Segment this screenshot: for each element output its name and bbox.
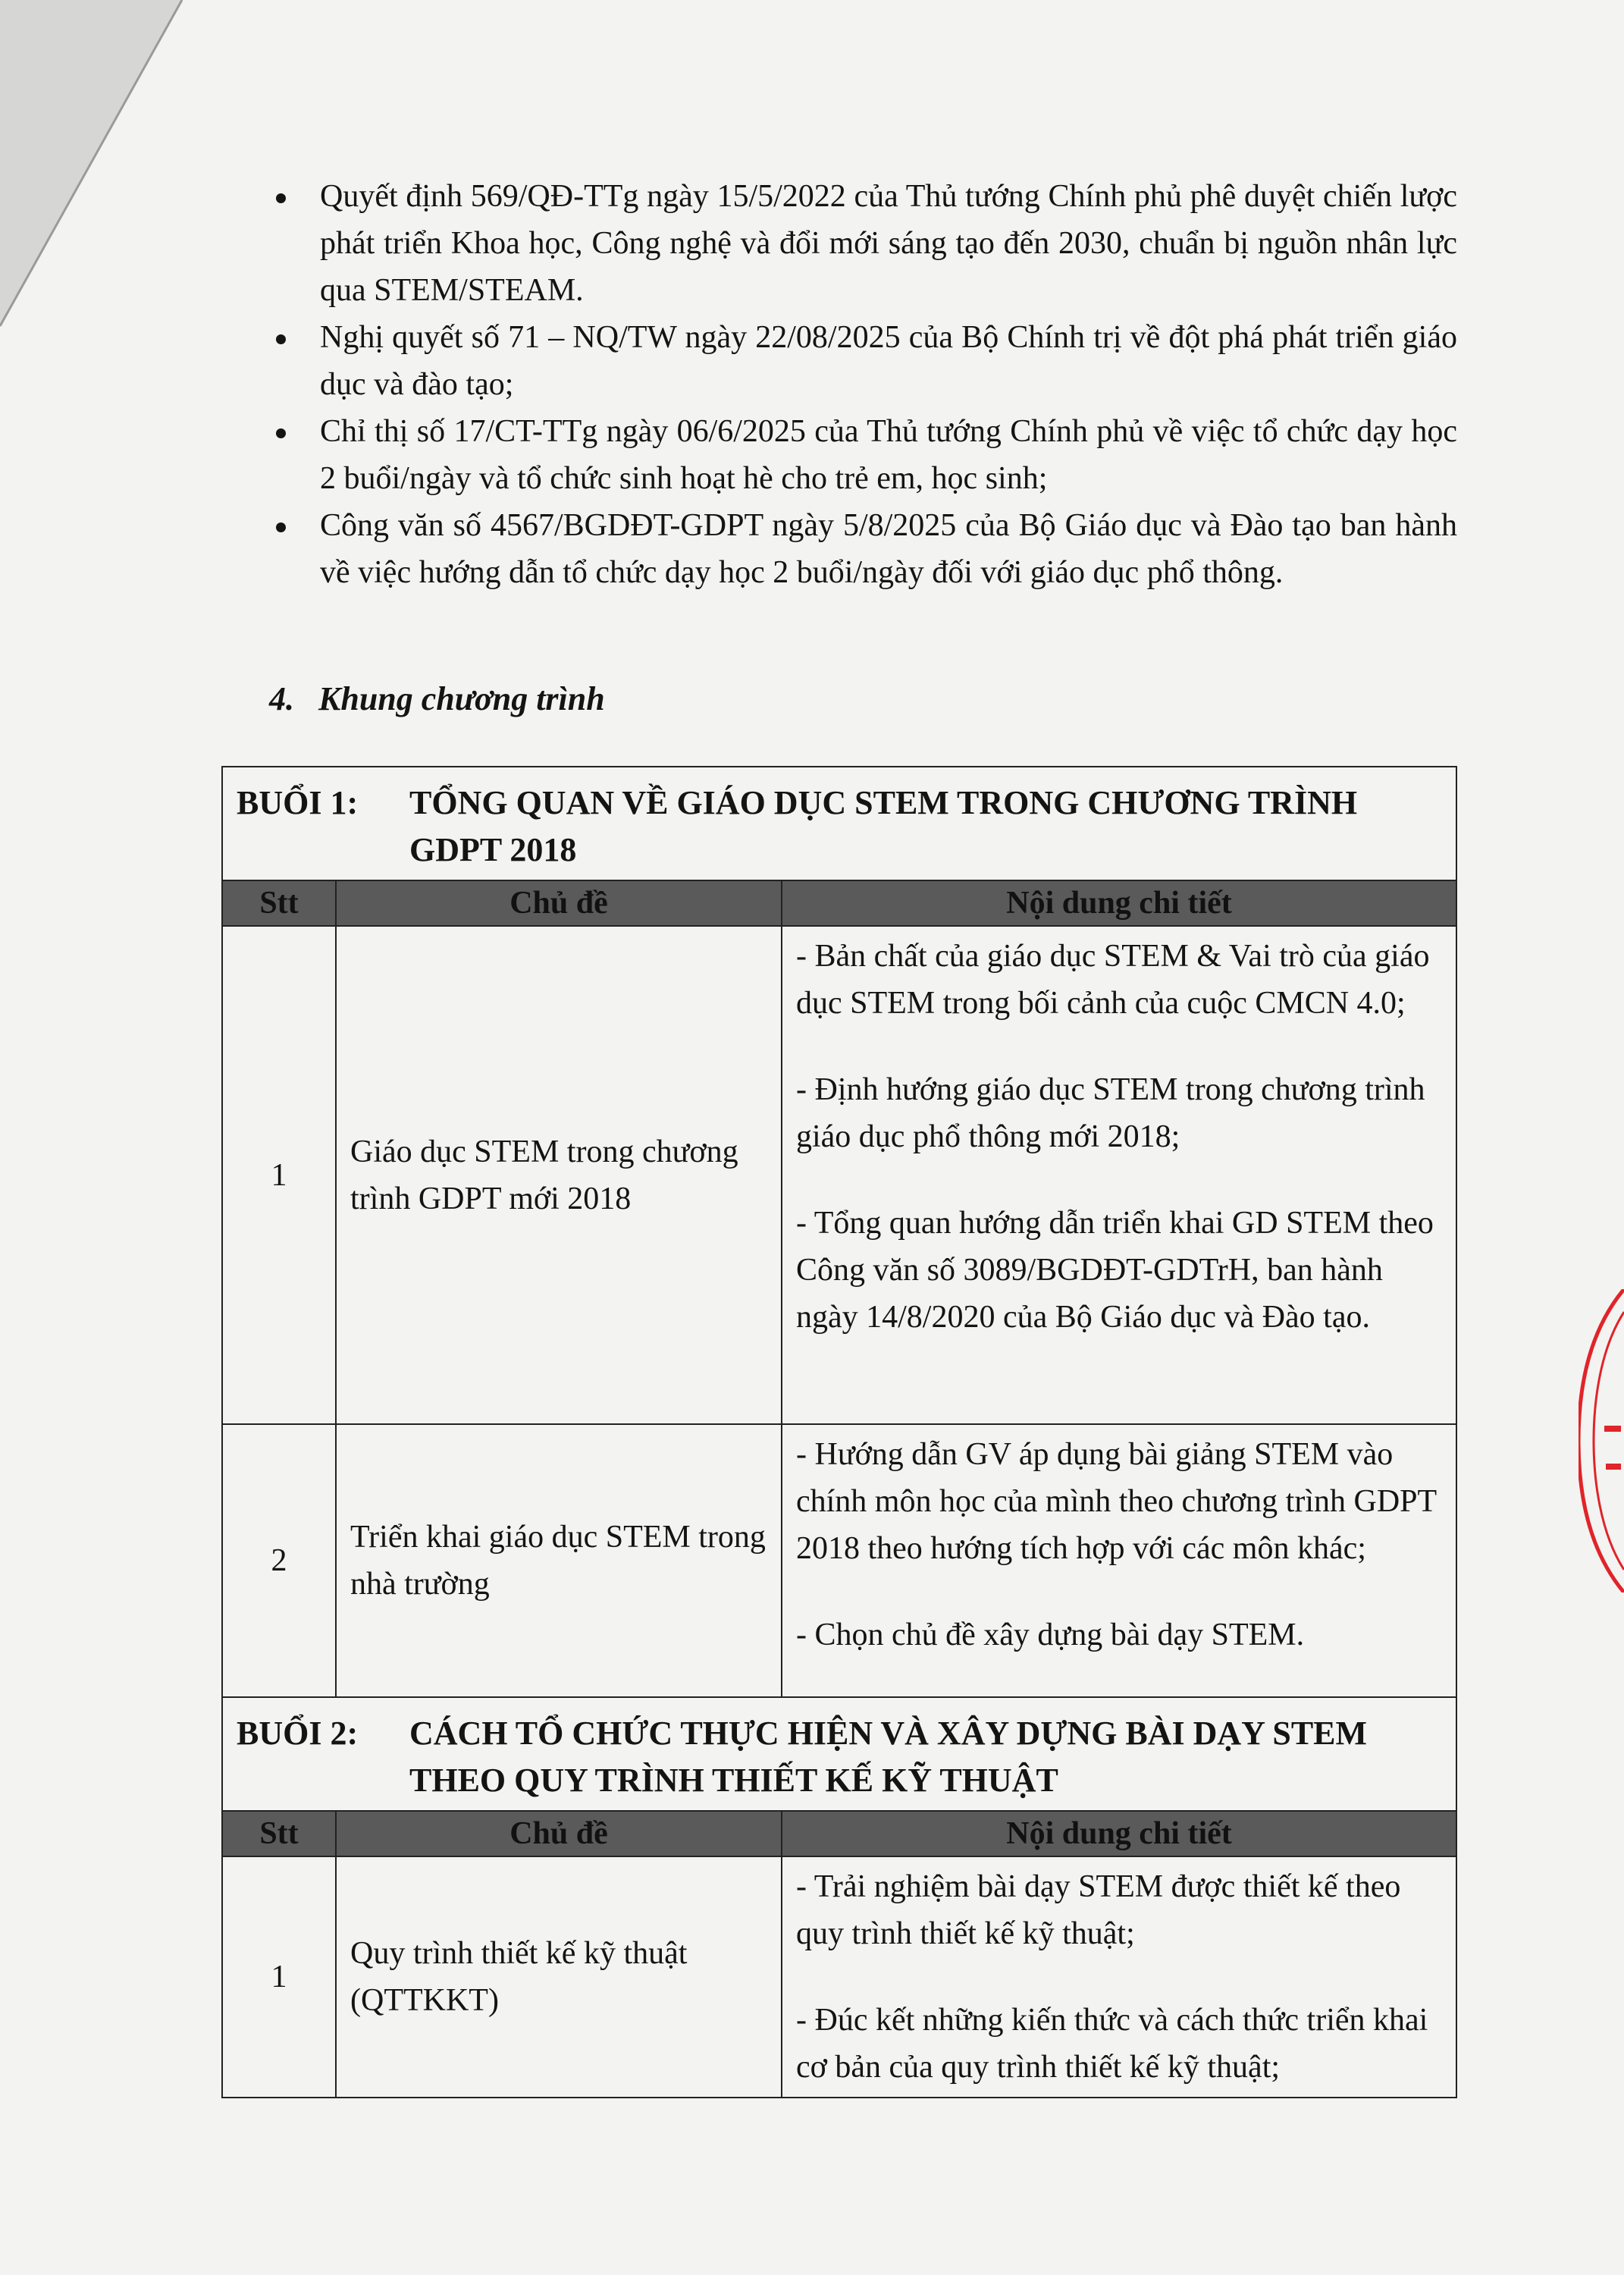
row-stt: 1 <box>222 926 336 1424</box>
legal-basis-list <box>274 173 1457 596</box>
row-stt: 2 <box>222 1424 336 1697</box>
header-detail: Nội dung chi tiết <box>782 880 1456 926</box>
row-stt: 1 <box>222 1856 336 2098</box>
row-topic: Triển khai giáo dục STEM trong nhà trường <box>336 1424 782 1697</box>
table-row <box>222 1424 1456 1697</box>
bullet-dot <box>276 334 286 344</box>
section-title: Khung chương trình <box>318 680 605 717</box>
header-topic: Chủ đề <box>336 1811 782 1856</box>
red-stamp-partial <box>1579 1289 1624 1592</box>
row-topic: Giáo dục STEM trong chương trình GDPT mới 2018 <box>336 926 782 1424</box>
header-stt: Stt <box>222 880 336 926</box>
section-heading <box>269 679 605 718</box>
bullet-dot <box>276 193 286 203</box>
header-topic: Chủ đề <box>336 880 782 926</box>
list-item: Quyết định 569/QĐ-TTg ngày 15/5/2022 của Thủ tướng Chính phủ phê duyệt chiến lược phát triển Khoa học, Công nghệ và đổi mới sáng tạo đến 2030, chuẩn bị nguồn nhân lực qua STEM/STEAM. <box>274 173 1457 314</box>
list-item: Nghị quyết số 71 – NQ/TW ngày 22/08/2025 của Bộ Chính trị về đột phá phát triển giáo dục và đào tạo; <box>274 314 1457 408</box>
table-header-row <box>222 880 1456 926</box>
row-topic: Quy trình thiết kế kỹ thuật (QTTKKT) <box>336 1856 782 2098</box>
header-stt: Stt <box>222 1811 336 1856</box>
row-detail: - Bản chất của giáo dục STEM & Vai trò của giáo dục STEM trong bối cảnh của cuộc CMCN 4.0; - Định hướng giáo dục STEM trong chương trình giáo dục phổ thông mới 2018; - Tổng quan hướng dẫn triển khai GD STEM theo Công văn số 3089/BGDĐT-GDTrH, ban hành ngày 14/8/2020 của Bộ Giáo dục và Đào tạo. <box>782 926 1456 1424</box>
session-label: BUỔI 1: <box>237 784 359 821</box>
row-detail: - Hướng dẫn GV áp dụng bài giảng STEM vào chính môn học của mình theo chương trình GDPT 2018 theo hướng tích hợp với các môn khác; - Chọn chủ đề xây dựng bài dạy STEM. <box>782 1424 1456 1697</box>
session-title: CÁCH TỔ CHỨC THỰC HIỆN VÀ XÂY DỰNG BÀI DẠY STEM THEO QUY TRÌNH THIẾT KẾ KỸ THUẬT <box>409 1715 1368 1799</box>
bullet-dot <box>276 428 286 438</box>
row-detail: - Trải nghiệm bài dạy STEM được thiết kế theo quy trình thiết kế kỹ thuật; - Đúc kết những kiến thức và cách thức triển khai cơ bản của quy trình thiết kế kỹ thuật; <box>782 1856 1456 2098</box>
program-table <box>221 766 1457 2098</box>
bullet-dot <box>276 522 286 532</box>
session-row <box>222 767 1456 880</box>
table-header-row <box>222 1811 1456 1856</box>
section-number: 4. <box>269 680 294 717</box>
list-item: Chỉ thị số 17/CT-TTg ngày 06/6/2025 của Thủ tướng Chính phủ về việc tổ chức dạy học 2 buổi/ngày và tổ chức sinh hoạt hè cho trẻ em, học sinh; <box>274 408 1457 502</box>
header-detail: Nội dung chi tiết <box>782 1811 1456 1856</box>
table-row <box>222 926 1456 1424</box>
list-item: Công văn số 4567/BGDĐT-GDPT ngày 5/8/2025 của Bộ Giáo dục và Đào tạo ban hành về việc hướng dẫn tổ chức dạy học 2 buổi/ngày đối với giáo dục phổ thông. <box>274 502 1457 596</box>
table-row <box>222 1856 1456 2098</box>
session-label: BUỔI 2: <box>237 1715 359 1752</box>
session-row <box>222 1697 1456 1811</box>
folded-corner <box>0 0 197 349</box>
session-title: TỔNG QUAN VỀ GIÁO DỤC STEM TRONG CHƯƠNG TRÌNH GDPT 2018 <box>409 784 1358 868</box>
